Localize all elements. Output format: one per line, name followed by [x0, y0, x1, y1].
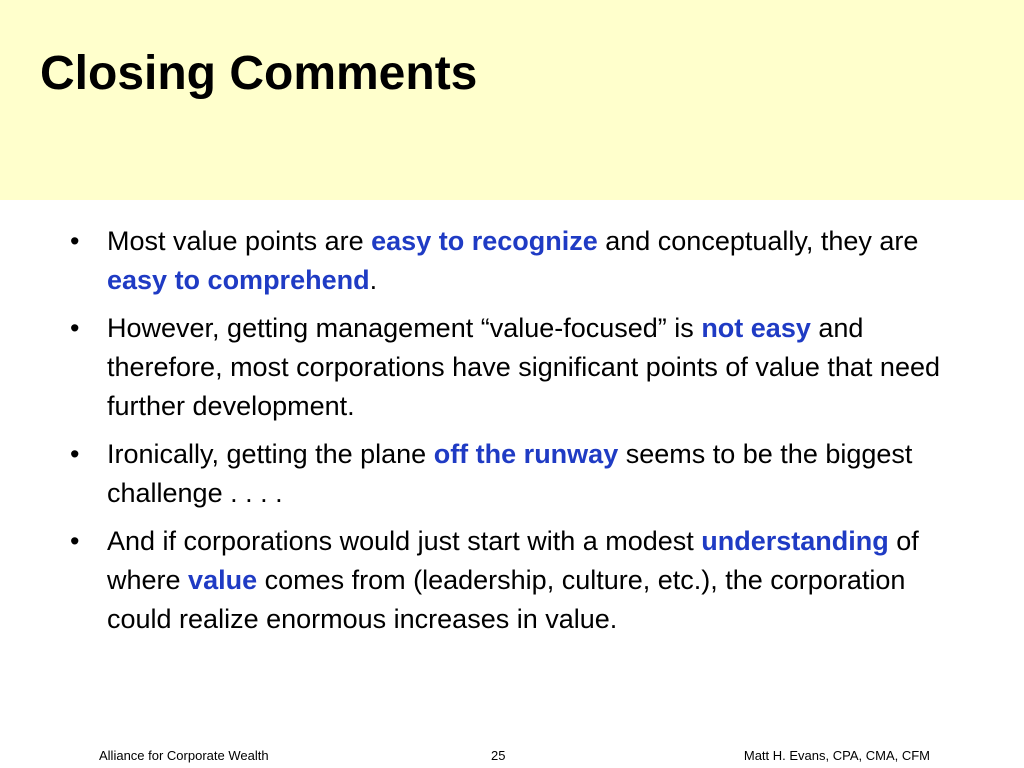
bullet-icon: •	[70, 439, 80, 469]
bullet-text: and conceptually, they are	[597, 226, 919, 256]
bullet-text: Most value points are	[107, 226, 372, 256]
bullet-text: .	[369, 265, 378, 295]
bullet-text: and therefore, most corporations have significant points of value that need further development.	[107, 313, 940, 421]
bullet-icon: •	[70, 226, 80, 256]
bullet-text: seems to be the biggest challenge . . . .	[107, 439, 913, 508]
emphasis-text: value	[188, 565, 258, 595]
emphasis-text: understanding	[701, 526, 889, 556]
footer-author: Matt H. Evans, CPA, CMA, CFM	[743, 748, 930, 763]
emphasis-text: off the runway	[433, 439, 619, 469]
bullet-item	[64, 222, 944, 300]
bullet-icon: •	[70, 313, 80, 343]
bullet-icon: •	[70, 526, 80, 556]
bullet-text: comes from (leadership, culture, etc.), the corporation could realize enormous increases in value.	[107, 565, 906, 634]
bullet-list	[64, 222, 944, 648]
bullet-item	[64, 309, 944, 426]
slide-title: Closing Comments	[40, 47, 478, 100]
bullet-text: of where	[107, 526, 919, 595]
footer-organization: Alliance for Corporate Wealth	[99, 748, 269, 763]
bullet-text: And if corporations would just start with a modest	[107, 526, 702, 556]
emphasis-text: easy to recognize	[371, 226, 598, 256]
bullet-item	[64, 435, 944, 513]
bullet-text: However, getting management “value-focused” is	[107, 313, 702, 343]
emphasis-text: not easy	[701, 313, 811, 343]
footer-page-number: 25	[491, 748, 506, 763]
bullet-text: Ironically, getting the plane	[107, 439, 434, 469]
emphasis-text: easy to comprehend	[107, 265, 370, 295]
bullet-item	[64, 522, 944, 639]
